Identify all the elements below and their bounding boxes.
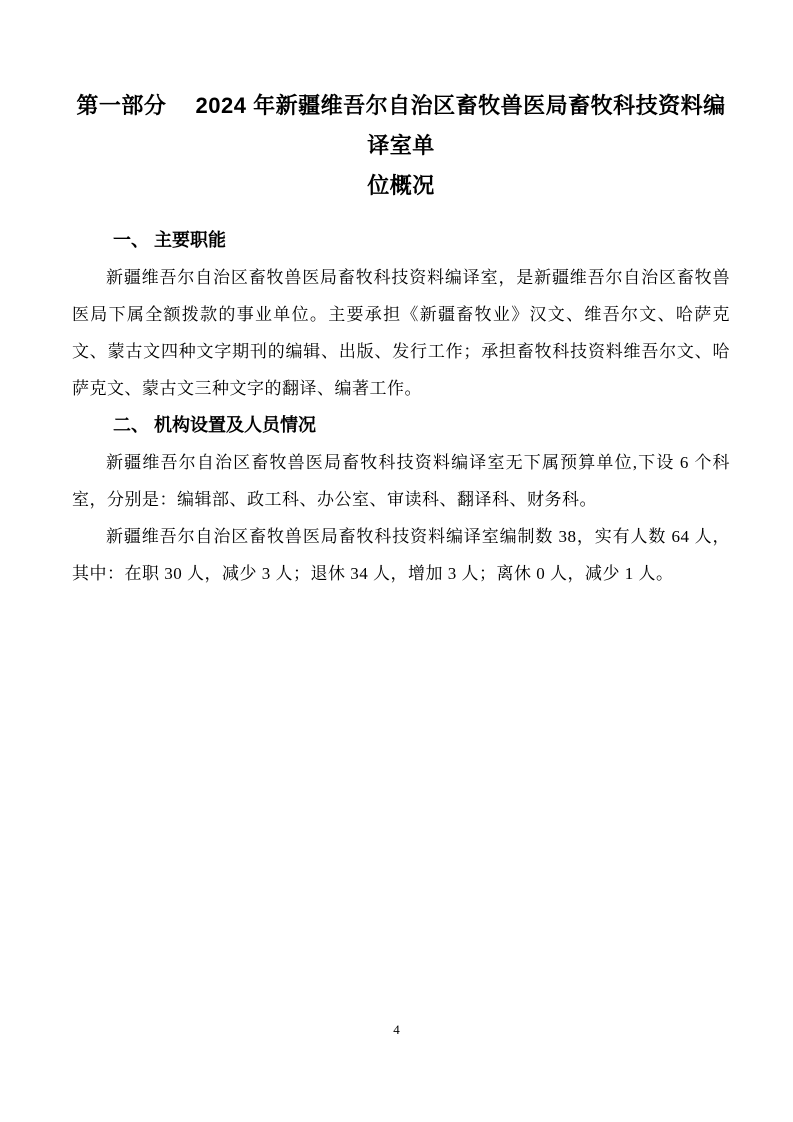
page-number: 4 (393, 1022, 400, 1037)
section-heading-organization-staffing: 二、 机构设置及人员情况 (113, 415, 316, 435)
paragraph-main-functions: 新疆维吾尔自治区畜牧兽医局畜牧科技资料编译室，是新疆维吾尔自治区畜牧兽医局下属全额拨款的事业单位。主要承担《新疆畜牧业》汉文、维吾尔文、哈萨克文、蒙古文四种文字期刊的编辑、出版、发行工作；承担畜牧科技资料维吾尔文、哈萨克文、蒙古文三种文字的翻译、编著工作。 (72, 268, 730, 398)
document-title-line-2: 位概况 (367, 173, 435, 198)
paragraph-organization: 新疆维吾尔自治区畜牧兽医局畜牧科技资料编译室无下属预算单位,下设 6 个科室，分别是：编辑部、政工科、办公室、审读科、翻译科、财务科。 (72, 453, 730, 509)
paragraph-staffing: 新疆维吾尔自治区畜牧兽医局畜牧科技资料编译室编制数 38，实有人数 64 人，其中：在职 30 人，减少 3 人；退休 34 人，增加 3 人；离休 0 人，减少 1 人。 (72, 527, 730, 583)
document-title (72, 86, 730, 206)
section-heading-main-functions: 一、 主要职能 (113, 230, 227, 250)
document-title-line-1: 第一部分 2024 年新疆维吾尔自治区畜牧兽医局畜牧科技资料编译室单 (76, 93, 726, 158)
